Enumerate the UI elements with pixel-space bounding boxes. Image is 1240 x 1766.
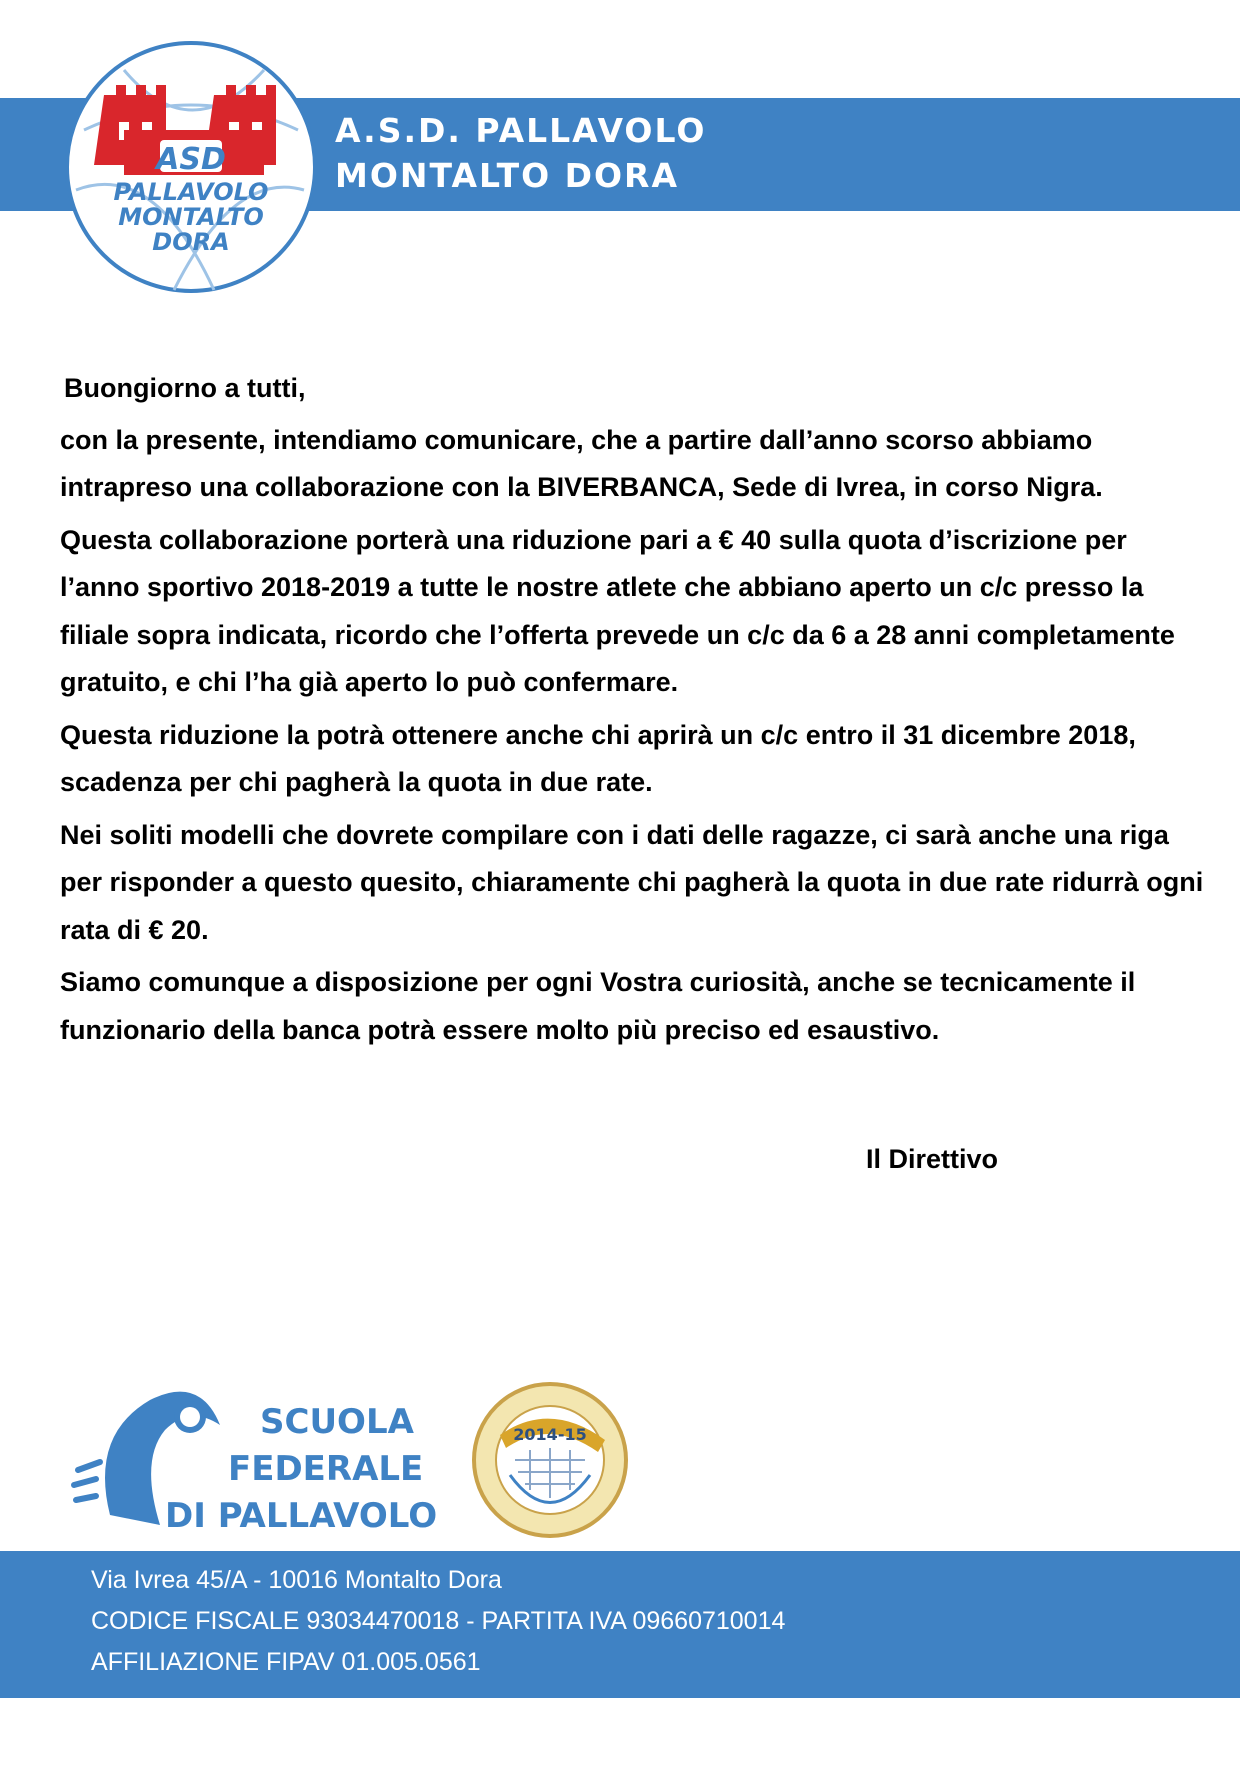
paragraph-4: Nei soliti modelli che dovrete compilare con i dati delle ragazze, ci sarà anche una riga per risponder a questo quesito, chiaramente chi pagherà la quota in due rate ridurrà ogni rata di € 20. — [60, 819, 1204, 945]
seal-year: 2014-15 — [513, 1425, 587, 1444]
footer-address: Via Ivrea 45/A - 10016 Montalto Dora — [91, 1566, 502, 1594]
club-logo — [64, 40, 318, 294]
paragraph-1: con la presente, intendiamo comunicare, che a partire dall’anno scorso abbiamo intrapreso una collaborazione con la BIVERBANCA, Sede di Ivrea, in corso Nigra. — [60, 424, 1103, 502]
scuola-federale-logo — [70, 1375, 450, 1540]
paragraph-2: Questa collaborazione porterà una riduzione pari a € 40 sulla quota d’iscrizione per l’anno sportivo 2018-2019 a tutte le nostre atlete che abbiano aperto un c/c presso la filiale sopra indicata, ricordo che l’offerta prevede un c/c da 6 a 28 anni completamente gratuito, e chi l’ha già aperto lo può confermare. — [60, 524, 1175, 697]
logo-text-montalto: MONTALTO — [118, 203, 264, 231]
paragraph-5: Siamo comunque a disposizione per ogni Vostra curiosità, anche se tecnicamente il funzionario della banca potrà essere molto più preciso ed esaustivo. — [60, 967, 1136, 1045]
school-line3: DI PALLAVOLO — [165, 1496, 438, 1536]
certification-seal — [470, 1380, 630, 1540]
footer-info — [91, 1560, 785, 1683]
logo-text-pallavolo: PALLAVOLO — [113, 178, 269, 206]
footer-tax-ids: CODICE FISCALE 93034470018 - PARTITA IVA 09660710014 — [91, 1607, 786, 1635]
club-name-line2: MONTALTO DORA — [335, 156, 680, 195]
footer-affiliation: AFFILIAZIONE FIPAV 01.005.0561 — [91, 1648, 481, 1676]
logo-text-asd: ASD — [156, 142, 226, 177]
school-line1: SCUOLA — [260, 1402, 414, 1442]
greeting: Buongiorno a tutti, — [64, 373, 306, 403]
logo-text-dora: DORA — [152, 228, 230, 256]
signature: Il Direttivo — [866, 1144, 999, 1174]
school-line2: FEDERALE — [228, 1449, 424, 1489]
paragraph-3: Questa riduzione la potrà ottenere anche chi aprirà un c/c entro il 31 dicembre 2018, scadenza per chi pagherà la quota in due rate. — [60, 719, 1136, 797]
club-name — [335, 108, 706, 198]
club-name-line1: A.S.D. PALLAVOLO — [335, 111, 707, 150]
letter-body — [60, 365, 1210, 1059]
